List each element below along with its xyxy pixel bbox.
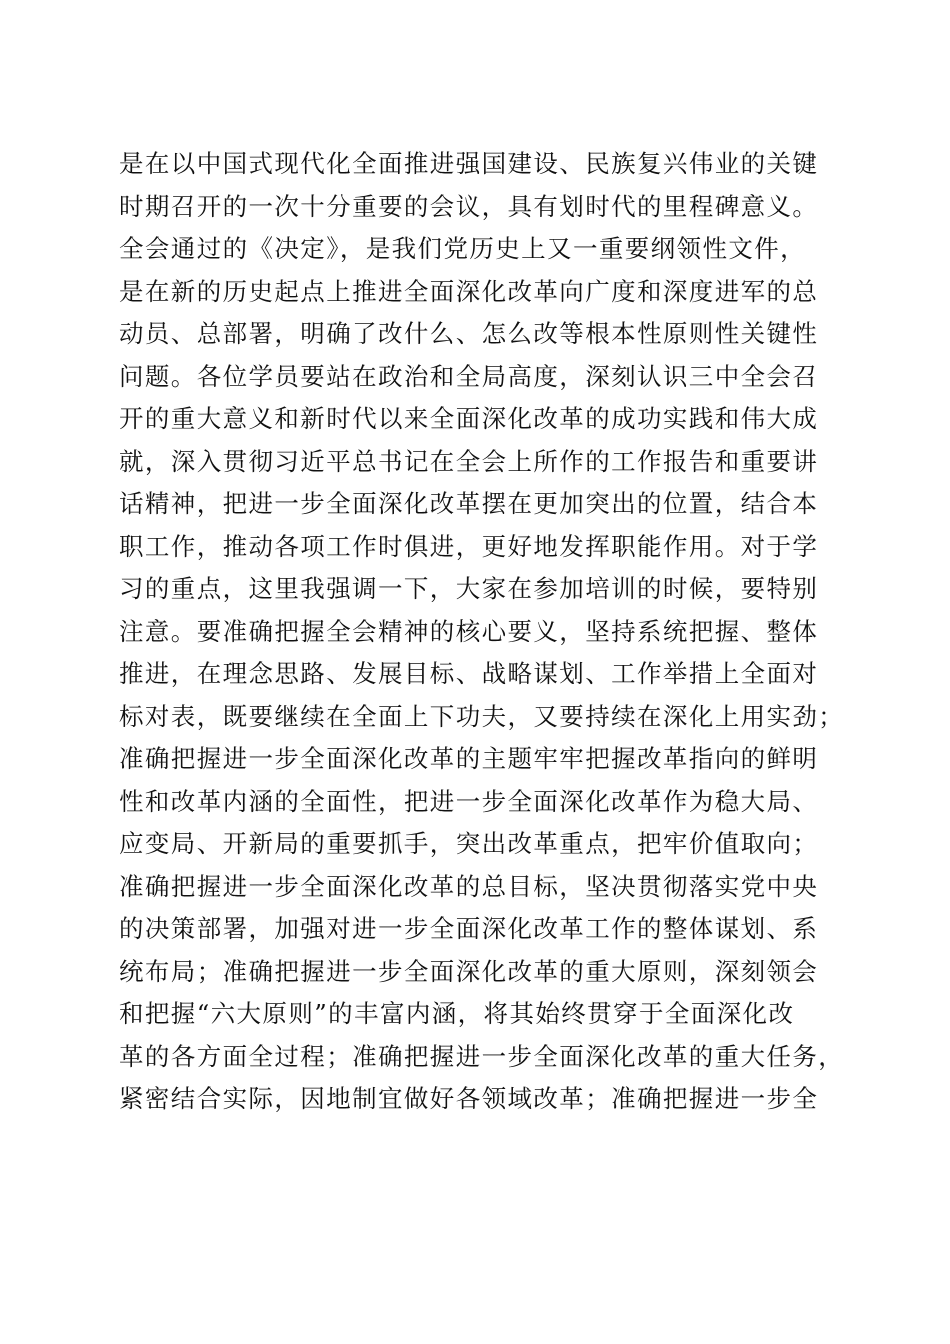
text-line: 的决策部署，加强对进一步全面深化改革工作的整体谋划、系 — [119, 914, 819, 943]
text-line: 话精神，把进一步全面深化改革摆在更加突出的位置，结合本 — [119, 489, 819, 518]
text-line: 性和改革内涵的全面性，把进一步全面深化改革作为稳大局、 — [119, 786, 819, 816]
text-line: 问题。各位学员要站在政治和全局高度，深刻认识三中全会召 — [119, 361, 819, 391]
body-text — [119, 143, 845, 1121]
text-line: 全会通过的《决定》，是我们党历史上又一重要纲领性文件， — [119, 234, 807, 263]
text-line: 推进，在理念思路、发展目标、战略谋划、工作举措上全面对 — [119, 659, 819, 688]
text-line: 准确把握进一步全面深化改革的主题牢牢把握改革指向的鲜明 — [119, 744, 819, 773]
text-line: 时期召开的一次十分重要的会议，具有划时代的里程碑意义。 — [119, 191, 819, 221]
text-line: 注意。要准确把握全会精神的核心要义，坚持系统把握、整体 — [119, 616, 819, 646]
text-line: 紧密结合实际，因地制宜做好各领域改革；准确把握进一步全 — [119, 1084, 819, 1113]
text-line: 开的重大意义和新时代以来全面深化改革的成功实践和伟大成 — [119, 404, 819, 433]
text-line: 准确把握进一步全面深化改革的总目标，坚决贯彻落实党中央 — [119, 871, 819, 901]
text-line: 就，深入贯彻习近平总书记在全会上所作的工作报告和重要讲 — [119, 446, 819, 476]
text-line: 动员、总部署，明确了改什么、怎么改等根本性原则性关键性 — [119, 319, 819, 348]
text-line: 习的重点，这里我强调一下，大家在参加培训的时候，要特别 — [119, 574, 819, 603]
text-line: 职工作，推动各项工作时俱进，更好地发挥职能作用。对于学 — [119, 531, 819, 561]
text-line: 和把握“六大原则”的丰富内涵，将其始终贯穿于全面深化改 — [119, 999, 795, 1028]
text-line: 革的各方面全过程；准确把握进一步全面深化改革的重大任务， — [119, 1041, 845, 1071]
text-line: 标对表，既要继续在全面上下功夫，又要持续在深化上用实劲； — [119, 701, 845, 731]
text-line: 是在以中国式现代化全面推进强国建设、民族复兴伟业的关键 — [119, 149, 819, 178]
text-line: 应变局、开新局的重要抓手，突出改革重点，把牢价值取向； — [119, 829, 819, 858]
text-line: 是在新的历史起点上推进全面深化改革向广度和深度进军的总 — [119, 276, 819, 306]
text-line: 统布局；准确把握进一步全面深化改革的重大原则，深刻领会 — [119, 956, 819, 986]
